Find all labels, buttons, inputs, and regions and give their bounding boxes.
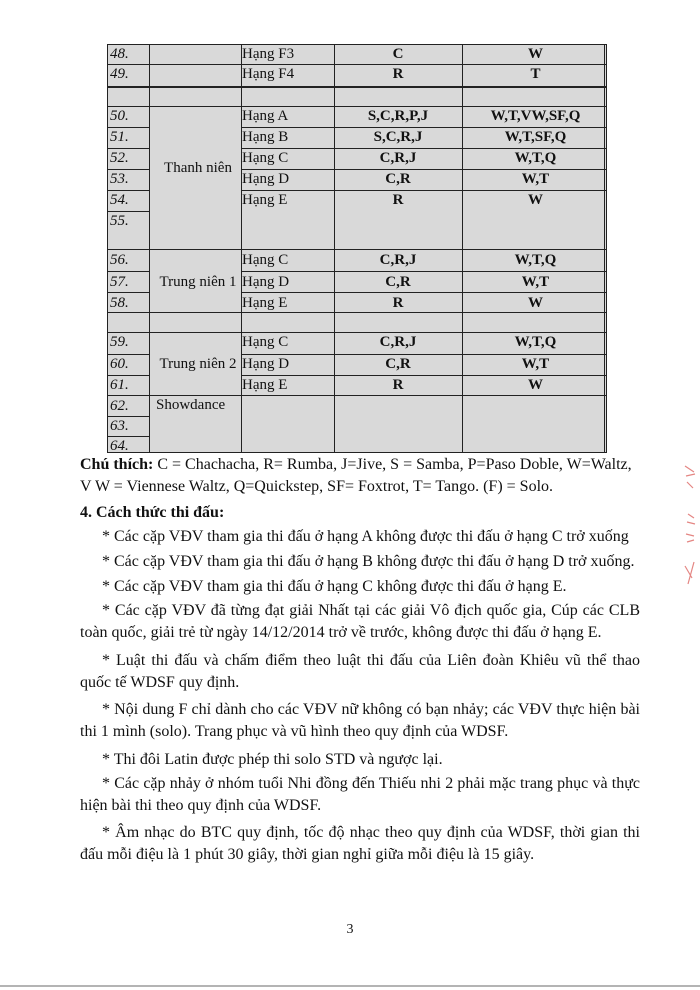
row-latin-dances: C (392, 46, 404, 62)
group-trung-nien-1: Trung niên 1 (159, 274, 237, 290)
table-row-divider (241, 292, 607, 293)
row-latin-dances: C,R,J (379, 252, 417, 268)
row-category: Hạng D (242, 171, 290, 187)
row-latin-dances: R (392, 295, 404, 311)
row-number: 64. (110, 438, 129, 453)
rule-item: * Các cặp VĐV tham gia thi đấu ở hạng B không được thi đấu ở hạng D trở xuống. (102, 553, 635, 570)
row-latin-dances: C,R (385, 274, 411, 290)
row-number: 61. (110, 377, 129, 393)
row-standard-dances: W,T (521, 171, 550, 187)
group-showdance: Showdance (156, 397, 226, 413)
row-number: 53. (110, 171, 129, 187)
row-category: Hạng E (242, 192, 288, 208)
row-latin-dances: C,R,J (379, 334, 417, 350)
row-standard-dances: W,T,VW,SF,Q (490, 108, 581, 124)
competition-table (107, 44, 607, 453)
row-number: 52. (110, 150, 129, 166)
row-number: 54. (110, 192, 129, 208)
rule-item: * Nội dung F chỉ dành cho các VĐV nữ không có bạn nhảy; các VĐV thực hiện bài thi 1 mình (solo). Trang phục và vũ hình theo quy định của WDSF. (80, 701, 640, 740)
table-row-divider (108, 249, 607, 250)
table-row-divider (108, 312, 607, 313)
row-standard-dances: W (528, 295, 543, 311)
section-title: 4. Cách thức thi đấu: (80, 504, 225, 521)
row-standard-dances: W,T,Q (514, 150, 557, 166)
table-row-divider (108, 87, 607, 88)
rule-item: * Các cặp VĐV tham gia thi đấu ở hạng A không được thi đấu ở hạng C trở xuống (102, 528, 629, 545)
table-row-divider (241, 271, 607, 272)
group-thanh-nien: Thanh niên (164, 160, 232, 176)
row-number: 55. (110, 213, 129, 229)
row-number: 49. (110, 66, 129, 82)
rule-item: * Các cặp VĐV đã từng đạt giải Nhất tại các giải Vô địch quốc gia, Cúp các CLB toàn quốc, giải trẻ từ ngày 14/12/2014 trở về trước, không được thi đấu ở hạng E. (80, 602, 640, 641)
row-standard-dances: W,T (521, 274, 550, 290)
table-row-divider (108, 292, 149, 293)
row-standard-dances: W (528, 377, 543, 393)
row-latin-dances: R (392, 66, 404, 82)
row-number: 63. (110, 418, 129, 434)
row-standard-dances: T (530, 66, 541, 82)
row-latin-dances: C,R (385, 356, 411, 372)
scan-edge-line (0, 985, 700, 987)
row-category: Hạng C (242, 252, 289, 268)
legend (80, 454, 640, 498)
row-category: Hạng A (242, 108, 289, 124)
row-category: Hạng D (242, 356, 290, 372)
row-category: Hạng E (242, 295, 288, 311)
row-category: Hạng F4 (242, 66, 295, 82)
row-latin-dances: S,C,R,P,J (367, 108, 429, 124)
row-number: 51. (110, 129, 129, 145)
row-category: Hạng C (242, 334, 289, 350)
row-latin-dances: C,R (385, 171, 411, 187)
row-category: Hạng B (242, 129, 289, 145)
row-category: Hạng C (242, 150, 289, 166)
row-number: 48. (110, 46, 129, 62)
row-standard-dances: W,T,SF,Q (504, 129, 567, 145)
legend-line-2: V W = Viennese Waltz, Q=Quickstep, SF= Foxtrot, T= Tango. (F) = Solo. (80, 478, 554, 495)
row-number: 50. (110, 108, 129, 124)
row-number: 56. (110, 252, 129, 268)
legend-label: Chú thích: (80, 456, 154, 473)
rule-item: * Các cặp VĐV tham gia thi đấu ở hạng C không được thi đấu ở hạng E. (102, 578, 567, 595)
group-trung-nien-2: Trung niên 2 (159, 356, 237, 372)
row-number: 57. (110, 274, 129, 290)
row-number: 60. (110, 356, 129, 372)
row-standard-dances: W,T,Q (514, 334, 557, 350)
row-standard-dances: W (528, 46, 543, 62)
row-latin-dances: S,C,R,J (373, 129, 423, 145)
row-category: Hạng D (242, 274, 290, 290)
stamp-mark-icon (682, 462, 698, 592)
page-number: 3 (346, 922, 354, 937)
rule-item: * Âm nhạc do BTC quy định, tốc độ nhạc theo quy định của WDSF, thời gian thi đấu mỗi điệu là 1 phút 30 giây, thời gian nghỉ giữa mỗi điệu là 15 giây. (80, 824, 640, 863)
row-category: Hạng E (242, 377, 288, 393)
table-row-divider (108, 271, 149, 272)
row-number: 59. (110, 334, 129, 350)
row-standard-dances: W,T,Q (514, 252, 557, 268)
rule-item: * Luật thi đấu và chấm điểm theo luật thi đấu của Liên đoàn Khiêu vũ thể thao quốc tế WDSF quy định. (80, 652, 640, 691)
row-latin-dances: C,R,J (379, 150, 417, 166)
row-latin-dances: R (392, 377, 404, 393)
legend-line-1: C = Chachacha, R= Rumba, J=Jive, S = Samba, P=Paso Doble, W=Waltz, (153, 456, 632, 473)
row-latin-dances: R (392, 192, 404, 208)
row-standard-dances: W (528, 192, 543, 208)
row-category: Hạng F3 (242, 46, 295, 62)
rule-item: * Thi đôi Latin được phép thi solo STD và ngược lại. (102, 751, 443, 768)
row-number: 62. (110, 398, 129, 414)
rule-item: * Các cặp nhảy ở nhóm tuổi Nhi đồng đến Thiếu nhi 2 phải mặc trang phục và thực hiện bài thi theo quy định của WDSF. (80, 775, 640, 814)
row-number: 58. (110, 295, 129, 311)
row-standard-dances: W,T (521, 356, 550, 372)
